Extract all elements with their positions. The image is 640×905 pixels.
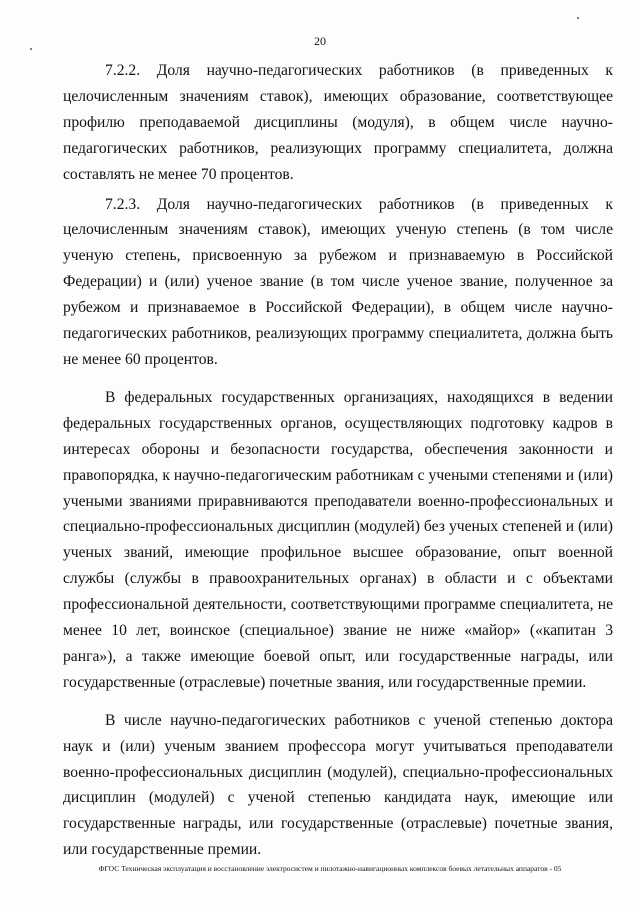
paragraph-7-2-2: 7.2.2. Доля научно-педагогических работников (в приведенных к целочисленным значениям ставок), имеющих образование, соответствующее профилю преподаваемой дисциплины (модуля), в общем числе научно-педагогических работников, реализующих программу специалитета, должна составлять не менее 70 процентов. (63, 62, 613, 183)
paragraph-7-2-3: 7.2.3. Доля научно-педагогических работников (в приведенных к целочисленным значениям ставок), имеющих ученую степень (в том числе ученую степень, присвоенную за рубежом и признаваемую в Российской Федерации) и (или) ученое звание (в том числе ученое звание, полученное за рубежом и признаваемое в Российской Федерации), в общем числе научно-педагогических работников, реализующих программу специалитета, должна быть не менее 60 процентов. (63, 195, 613, 368)
page-number: 20 (314, 34, 326, 48)
paragraph-doctors-professors: В числе научно-педагогических работников с ученой степенью доктора наук и (или) ученым званием профессора могут учитываться преподаватели военно-профессиональных дисциплин (модулей), специально-профессиональных дисциплин (модулей) с ученой степенью кандидата наук, имеющие или государственные награды, или государственные (отраслевые) почетные звания, или государственные премии. (63, 711, 613, 859)
scan-speck (577, 17, 579, 19)
page-footer: ФГОС Техническая эксплуатация и восстановление электросистем и пилотажно-навигационных комплексов боевых летательных аппаратов - 05 (98, 864, 562, 873)
document-body (63, 58, 613, 869)
paragraph-federal-organizations: В федеральных государственных организациях, находящихся в ведении федеральных государственных органов, осуществляющих подготовку кадров в интересах обороны и безопасности государства, обеспечения законности и правопорядка, к научно-педагогическим работникам с учеными степенями и (или) учеными званиями приравниваются преподаватели военно-профессиональных и специально-профессиональных дисциплин (модулей) без ученых степеней и (или) ученых званий, имеющие профильное высшее образование, опыт военной службы (службы в правоохранительных органах) в области и с объектами профессиональной деятельности, соответствующими программе специалитета, не менее 10 лет, воинское (специальное) звание не ниже «майор» («капитан 3 ранга»), а также имеющие боевой опыт, или государственные награды, или государственные (отраслевые) почетные звания, или государственные премии. (63, 388, 613, 691)
